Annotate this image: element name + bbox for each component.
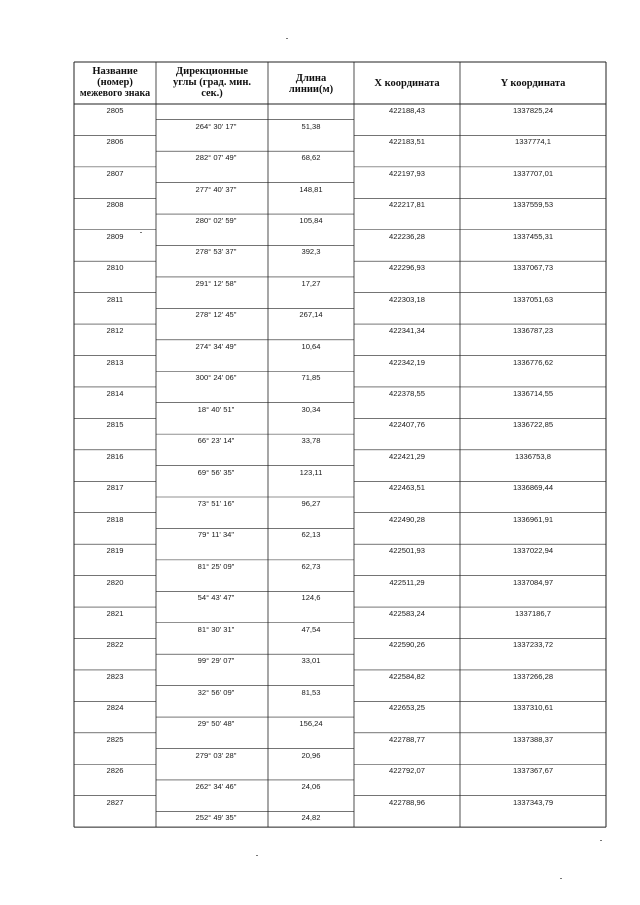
marker-name: 2814: [106, 388, 124, 398]
direction-angle: 277° 40' 37": [195, 184, 237, 194]
header-length-line: линии(м): [288, 84, 334, 95]
y-coordinate: 1337067,73: [512, 263, 554, 273]
marker-name: 2823: [106, 671, 124, 681]
direction-angle: 81° 30' 31": [197, 624, 235, 634]
y-coordinate: 1337022,94: [512, 546, 554, 556]
line-length: 81,53: [301, 687, 321, 697]
x-coordinate: 422407,76: [389, 420, 425, 430]
x-coordinate: 422188,43: [389, 106, 425, 115]
y-coordinate: 1336869,44: [512, 483, 554, 493]
x-coordinate: 422788,77: [389, 734, 425, 744]
marker-name: 2818: [106, 514, 124, 524]
x-coordinate: 422378,55: [389, 388, 425, 398]
header-x: X координата: [374, 78, 440, 89]
marker-name: 2811: [106, 294, 124, 304]
marker-name: 2815: [106, 420, 124, 430]
y-coordinate: 1337774,1: [515, 137, 551, 147]
x-coordinate: 422463,51: [389, 483, 425, 493]
x-coordinate: 422792,07: [389, 766, 425, 776]
direction-angle: 54° 43' 47": [197, 593, 235, 603]
x-coordinate: 422583,24: [389, 609, 425, 619]
header-angle-line: углы (град. мин.: [173, 77, 251, 88]
x-coordinate: 422421,29: [389, 451, 425, 461]
x-coordinate: 422341,34: [389, 326, 425, 336]
x-coordinate: 422217,81: [389, 200, 425, 210]
line-length: 10,64: [301, 341, 321, 351]
direction-angle: 18° 40' 51": [197, 404, 235, 414]
marker-name: 2824: [106, 703, 124, 713]
direction-angle: 99° 29' 07": [197, 656, 235, 666]
y-coordinate: 1336787,23: [512, 326, 554, 336]
y-coordinate: 1337233,72: [512, 640, 554, 650]
x-coordinate: 422296,93: [389, 263, 425, 273]
line-length: 105,84: [299, 216, 323, 226]
y-coordinate: 1337084,97: [512, 577, 554, 587]
y-coordinate: 1337266,28: [512, 671, 554, 681]
x-coordinate: 422653,25: [389, 703, 425, 713]
y-coordinate: 1337388,37: [512, 734, 554, 744]
header-y: Y координата: [500, 78, 566, 89]
x-coordinate: 422342,19: [389, 357, 425, 367]
direction-angle: 300° 24' 06": [195, 373, 237, 383]
y-coordinate: 1336714,55: [512, 388, 554, 398]
x-coordinate: 422590,26: [389, 640, 425, 650]
line-length: 96,27: [301, 499, 321, 508]
marker-name: 2827: [106, 797, 124, 807]
y-coordinate: 1337367,67: [512, 766, 554, 776]
marker-name: 2819: [106, 546, 124, 556]
x-coordinate: 422303,18: [389, 294, 425, 304]
line-length: 123,11: [299, 467, 323, 477]
marker-name: 2812: [106, 326, 124, 336]
direction-angle: 252° 49' 35": [195, 813, 237, 823]
y-coordinate: 1337051,63: [512, 294, 554, 304]
marker-name: 2822: [106, 640, 124, 650]
marker-name: 2809: [106, 231, 124, 241]
line-length: 24,82: [301, 813, 321, 823]
header-name: [74, 66, 156, 99]
direction-angle: 278° 53' 37": [195, 247, 237, 257]
direction-angle: 278° 12' 45": [195, 310, 237, 320]
scan-speck: [256, 855, 258, 856]
marker-name: 2825: [106, 734, 124, 744]
line-length: 33,78: [301, 436, 321, 446]
header-length: [268, 73, 354, 95]
y-coordinate: 1336961,91: [512, 514, 554, 524]
marker-name: 2820: [106, 577, 124, 587]
line-length: 71,85: [301, 373, 321, 383]
line-length: 33,01: [301, 656, 321, 666]
direction-angle: 79° 11' 34": [197, 530, 235, 540]
y-coordinate: 1337707,01: [512, 168, 554, 178]
marker-name: 2810: [106, 263, 124, 273]
marker-name: 2805: [106, 106, 124, 115]
y-coordinate: 1336722,85: [512, 420, 554, 430]
marker-name: 2813: [106, 357, 124, 367]
marker-name: 2808: [106, 200, 124, 210]
direction-angle: 291° 12' 58": [195, 278, 237, 288]
direction-angle: 262° 34' 46": [195, 781, 237, 791]
line-length: 62,13: [301, 530, 321, 540]
header-name-line: межевого знака: [79, 88, 151, 99]
line-length: 51,38: [301, 121, 321, 131]
marker-name: 2806: [106, 137, 124, 147]
marker-name: 2821: [106, 609, 124, 619]
x-coordinate: 422183,51: [389, 137, 425, 147]
x-coordinate: 422490,28: [389, 514, 425, 524]
y-coordinate: 1337343,79: [512, 797, 554, 807]
header-angle-line: Дирекционные: [175, 66, 249, 77]
y-coordinate: 1337186,7: [515, 609, 551, 619]
line-length: 68,62: [301, 153, 321, 163]
line-length: 156,24: [299, 719, 323, 729]
header-angle-line: сек.): [201, 88, 223, 99]
direction-angle: 264° 30' 17": [195, 121, 237, 131]
header-angle: [156, 66, 268, 99]
direction-angle: 29° 50' 48": [197, 719, 235, 729]
line-length: 24,06: [301, 781, 321, 791]
line-length: 62,73: [301, 561, 321, 571]
header-name-line: Название: [92, 66, 138, 77]
direction-angle: 69° 56' 35": [197, 467, 235, 477]
marker-name: 2826: [106, 766, 124, 776]
direction-angle: 274° 34' 49": [195, 341, 237, 351]
direction-angle: 280° 02' 59": [195, 216, 237, 226]
x-coordinate: 422501,93: [389, 546, 425, 556]
line-length: 392,3: [301, 247, 321, 257]
scan-speck: [560, 878, 562, 879]
y-coordinate: 1337825,24: [512, 106, 554, 115]
line-length: 47,54: [301, 624, 321, 634]
y-coordinate: 1337310,61: [512, 703, 554, 713]
x-coordinate: 422511,29: [389, 577, 425, 587]
header-length-line: Длина: [295, 73, 327, 84]
line-length: 30,34: [301, 404, 321, 414]
direction-angle: 32° 56' 09": [197, 687, 235, 697]
direction-angle: 73° 51' 16": [197, 499, 235, 508]
scan-speck: [286, 38, 288, 39]
marker-name: 2817: [106, 483, 124, 493]
x-coordinate: 422788,96: [389, 797, 425, 807]
x-coordinate: 422197,93: [389, 168, 425, 178]
direction-angle: 282° 07' 49": [195, 153, 237, 163]
direction-angle: 81° 25' 09": [197, 561, 235, 571]
y-coordinate: 1337455,31: [512, 231, 554, 241]
line-length: 148,81: [299, 184, 323, 194]
line-length: 20,96: [301, 750, 321, 760]
line-length: 17,27: [301, 278, 321, 288]
line-length: 124,6: [301, 593, 321, 603]
line-length: 267,14: [299, 310, 323, 320]
y-coordinate: 1337559,53: [512, 200, 554, 210]
direction-angle: 279° 03' 28": [195, 750, 237, 760]
y-coordinate: 1336753,8: [515, 451, 551, 461]
direction-angle: 66° 23' 14": [197, 436, 235, 446]
scan-speck: [600, 840, 602, 841]
marker-name: 2816: [106, 451, 124, 461]
header-name-line: (номер): [97, 77, 133, 88]
x-coordinate: 422584,82: [389, 671, 425, 681]
marker-name: 2807: [106, 168, 124, 178]
x-coordinate: 422236,28: [389, 231, 425, 241]
scan-speck: [140, 232, 142, 233]
y-coordinate: 1336776,62: [512, 357, 554, 367]
